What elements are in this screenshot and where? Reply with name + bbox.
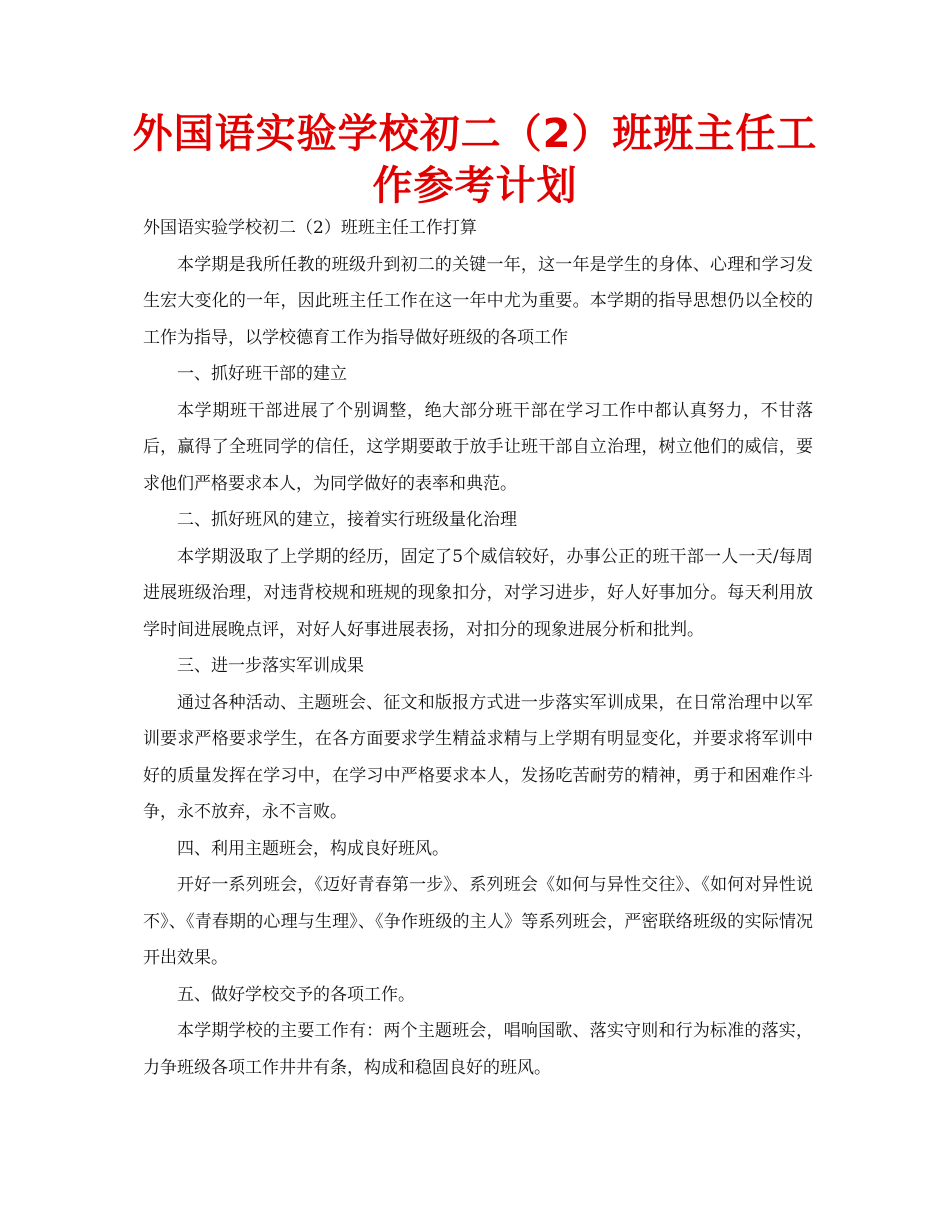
paragraph-section-5: 本学期学校的主要工作有：两个主题班会，唱响国歌、落实守则和行为标准的落实，力争班级各项工作井井有条，构成和稳固良好的班风。: [143, 1021, 813, 1078]
section-heading-2: 二、抓好班风的建立，接着实行班级量化治理: [177, 510, 517, 530]
section-heading-1: 一、抓好班干部的建立: [177, 364, 347, 384]
paragraph-section-2: 本学期汲取了上学期的经历，固定了5个威信较好，办事公正的班干部一人一天/每周进展班级治理，对违背校规和班规的现象扣分，对学习进步，好人好事加分。每天利用放学时间进展晚点评，对好人好事进展表扬，对扣分的现象进展分析和批判。: [143, 546, 813, 640]
paragraph-section-1: 本学期班干部进展了个别调整，绝大部分班干部在学习工作中都认真努力，不甘落后，赢得了全班同学的信任，这学期要敢于放手让班干部自立治理，树立他们的威信，要求他们严格要求本人，为同学做好的表率和典范。: [143, 400, 813, 494]
paragraph-section-4: 开好一系列班会，《迈好青春第一步》、系列班会《如何与异性交往》、《如何对异性说不》、《青春期的心理与生理》、《争作班级的主人》等系列班会，严密联络班级的实际情况开出效果。: [143, 875, 813, 968]
document-title: 外国语实验学校初二（2）班班主任工作参考计划: [132, 111, 818, 209]
section-heading-5: 五、做好学校交予的各项工作。: [177, 984, 415, 1005]
section-heading-4: 四、利用主题班会，构成良好班风。: [177, 838, 449, 859]
section-heading-3: 三、进一步落实军训成果: [177, 656, 364, 676]
paragraph-section-3: 通过各种活动、主题班会、征文和版报方式进一步落实军训成果，在日常治理中以军训要求严格要求学生，在各方面要求学生精益求精与上学期有明显变化，并要求将军训中好的质量发挥在学习中，在学习中严格要求本人，发扬吃苦耐劳的精神，勇于和困难作斗争，永不放弃，永不言败。: [143, 692, 813, 822]
document-body: [143, 210, 813, 1086]
paragraph-subtitle: 外国语实验学校初二（2）班班主任工作打算: [143, 218, 477, 238]
paragraph-intro: 本学期是我所任教的班级升到初二的关键一年，这一年是学生的身体、心理和学习发生宏大变化的一年，因此班主任工作在这一年中尤为重要。本学期的指导思想仍以全校的工作为指导，以学校德育工作为指导做好班级的各项工作: [143, 254, 813, 348]
